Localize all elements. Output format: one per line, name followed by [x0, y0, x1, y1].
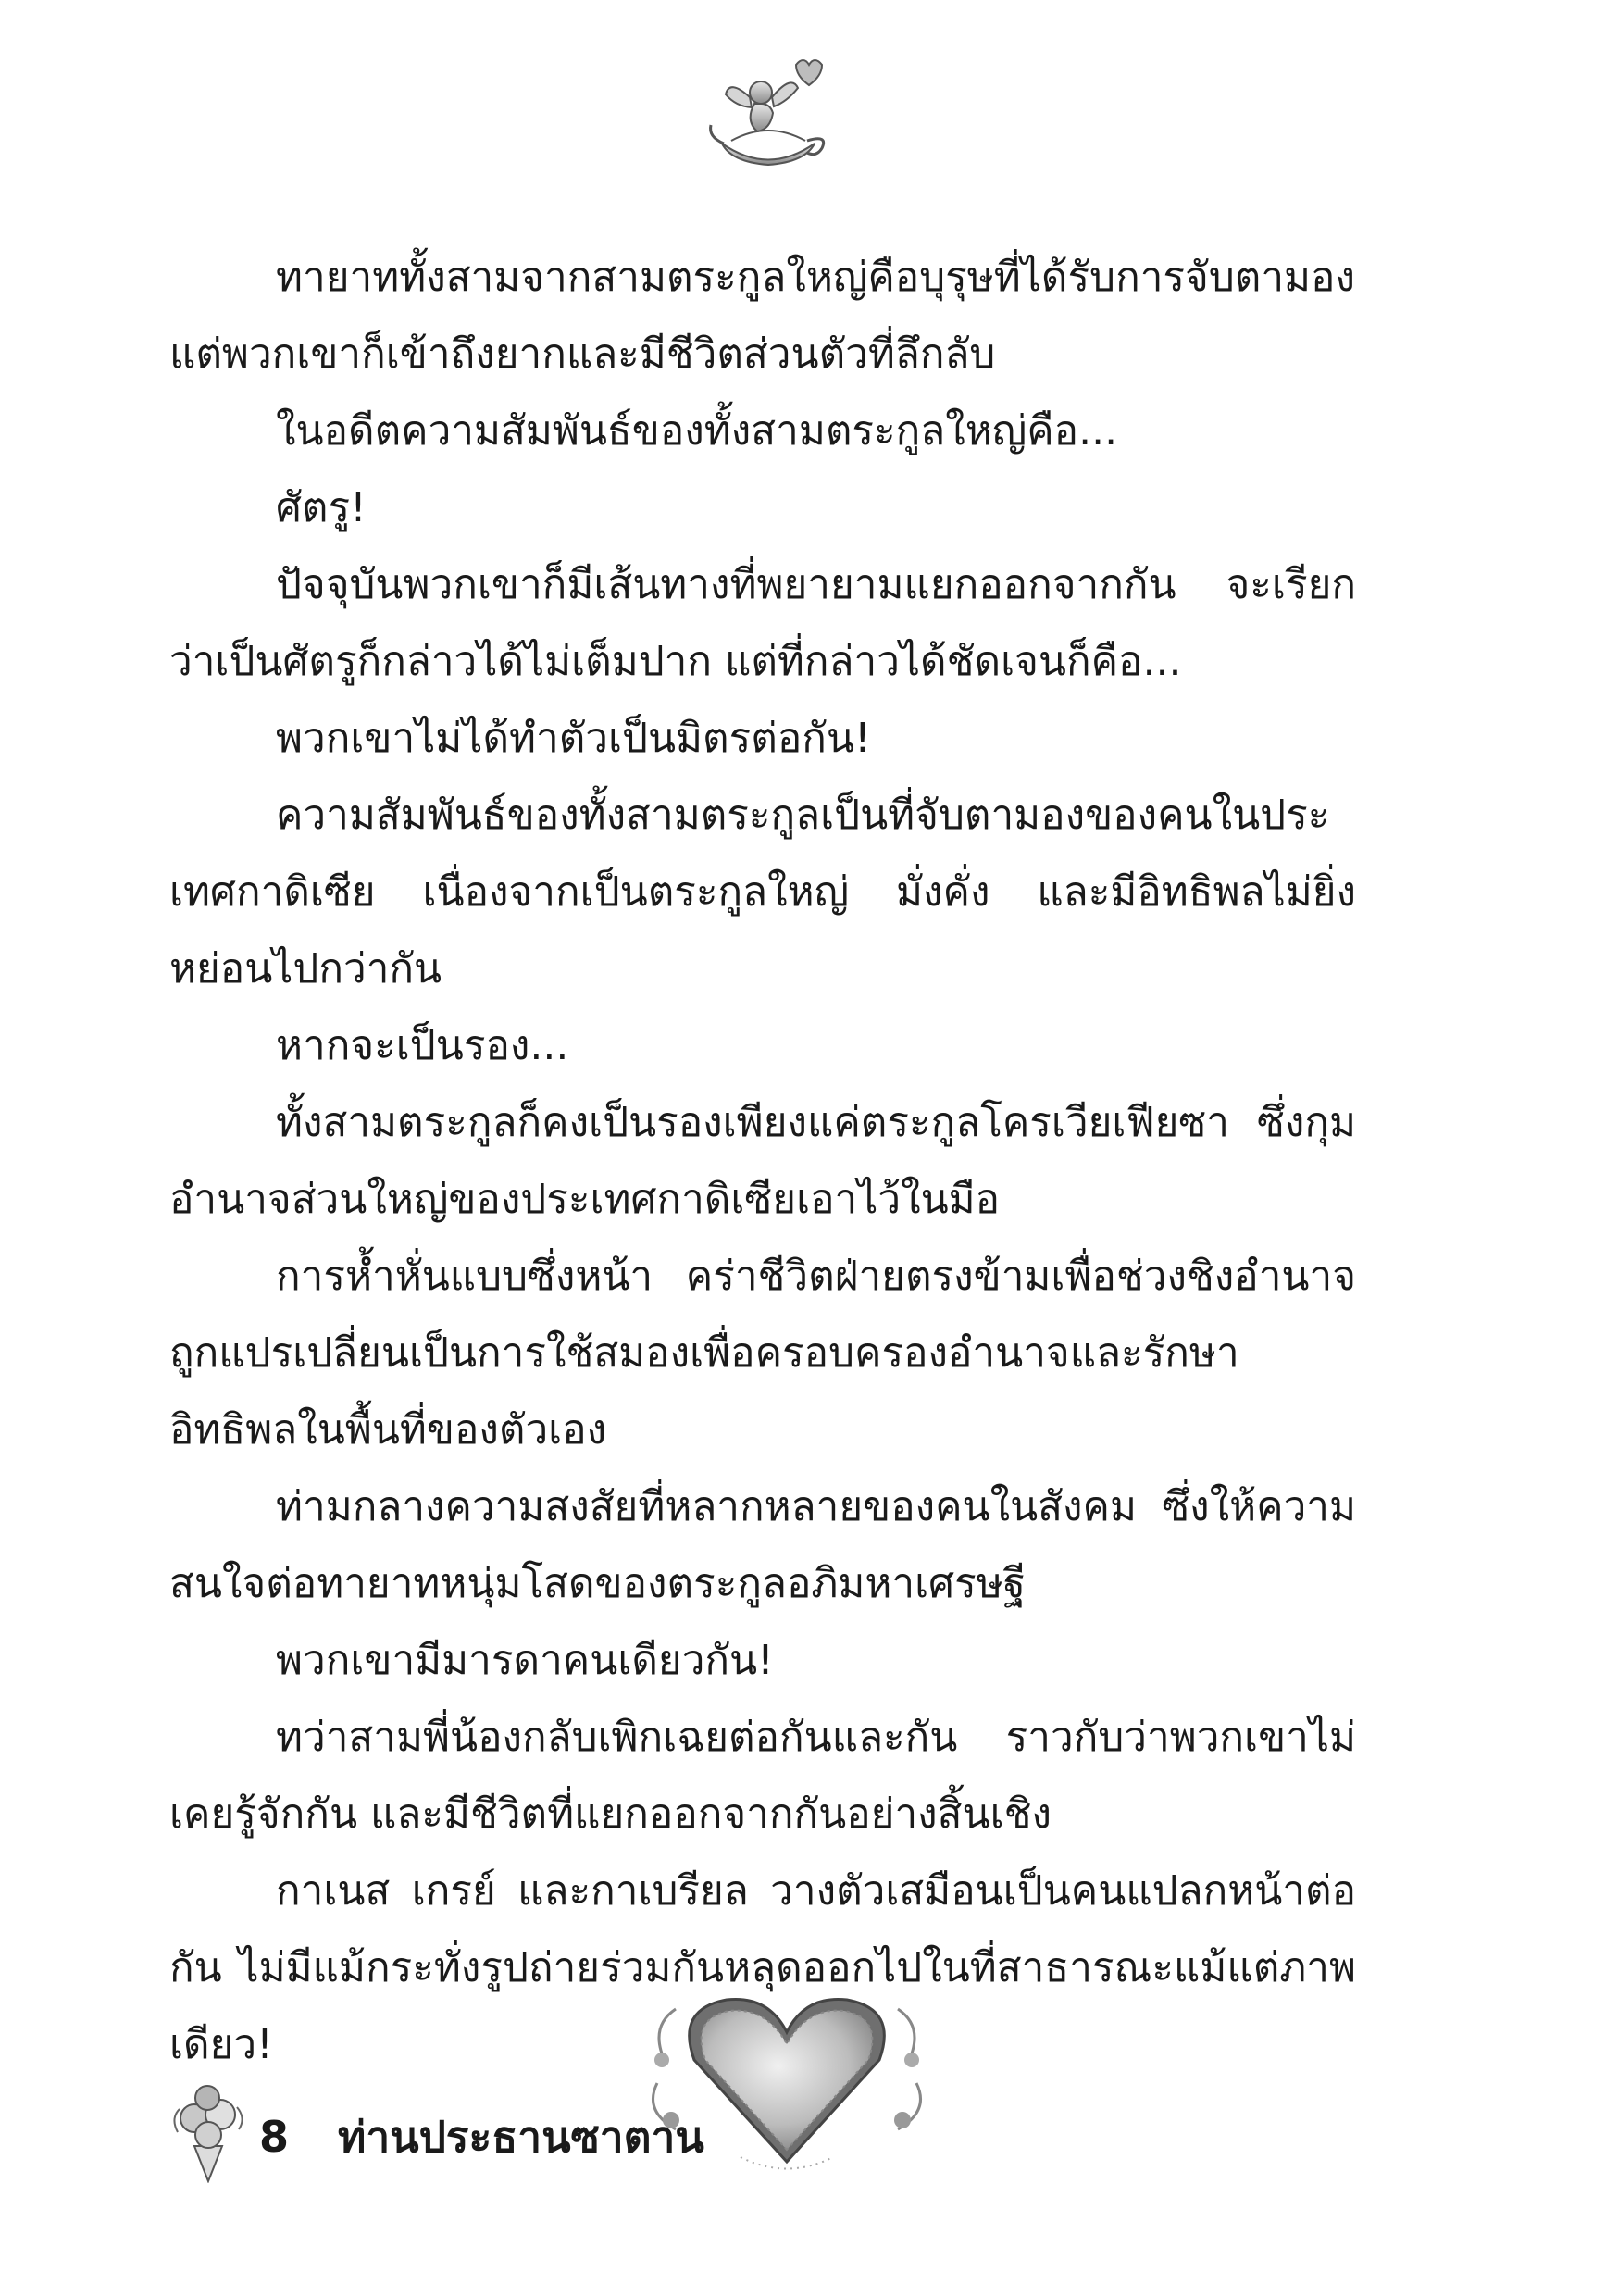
paragraph: กาเนส เกรย์ และกาเบรียล วางตัวเสมือนเป็นคนแปลกหน้าต่อกัน ไม่มีแม้กระทั่งรูปถ่ายร่วมกันหลุดออกไปในที่สาธารณะแม้แต่ภาพเดียว! — [169, 1867, 1356, 2068]
page-footer — [167, 2081, 1092, 2192]
paragraph: พวกเขาไม่ได้ทำตัวเป็นมิตรต่อกัน! — [276, 715, 871, 762]
paragraph: ทว่าสามพี่น้องกลับเพิกเฉยต่อกันและกัน ราวกับว่าพวกเขาไม่เคยรู้จักกัน และมีชีวิตที่แยกออกจากกันอย่างสิ้นเชิง — [169, 1714, 1356, 1838]
paragraph: ทายาททั้งสามจากสามตระกูลใหญ่คือบุรุษที่ได้รับการจับตามอง แต่พวกเขาก็เข้าถึงยากและมีชีวิตส่วนตัวที่ลึกลับ — [169, 254, 1355, 378]
paragraph: ท่ามกลางความสงสัยที่หลากหลายของคนในสังคม ซึ่งให้ความสนใจต่อทายาทหนุ่มโสดของตระกูลอภิมหาเศรษฐี — [169, 1483, 1356, 1607]
paragraph: ในอดีตความสัมพันธ์ของทั้งสามตระกูลใหญ่คือ... — [276, 407, 1118, 455]
flower-bouquet-icon — [167, 2081, 250, 2183]
cupid-teapot-icon — [703, 56, 833, 176]
body-text — [169, 239, 1356, 2083]
paragraph: พวกเขามีมารดาคนเดียวกัน! — [276, 1637, 774, 1684]
paragraph: ความสัมพันธ์ของทั้งสามตระกูลเป็นที่จับตามองของคนในประเทศกาดิเซีย เนื่องจากเป็นตระกูลใหญ่ มั่งคั่ง และมีอิทธิพลไม่ยิ่งหย่อนไปกว่ากัน — [169, 792, 1356, 992]
paragraph: หากจะเป็นรอง... — [276, 1022, 569, 1069]
paragraph: ปัจจุบันพวกเขาก็มีเส้นทางที่พยายามแยกออกจากกัน จะเรียกว่าเป็นศัตรูก็กล่าวได้ไม่เต็มปาก แต่ที่กล่าวได้ชัดเจนก็คือ... — [169, 561, 1356, 685]
book-title: ท่านประธานซาตาน — [338, 2112, 704, 2162]
paragraph: ศัตรู! — [276, 484, 367, 531]
paragraph: การห้ำหั่นแบบซึ่งหน้า คร่าชีวิตฝ่ายตรงข้ามเพื่อช่วงชิงอำนาจถูกแปรเปลี่ยนเป็นการใช้สมองเพื่อครอบครองอำนาจและรักษาอิทธิพลในพื้นที่ของตัวเอง — [169, 1253, 1356, 1454]
page-number: 8 — [259, 2112, 290, 2162]
paragraph: ทั้งสามตระกูลก็คงเป็นรองเพียงแค่ตระกูลโครเวียเฟียซา ซึ่งกุมอำนาจส่วนใหญ่ของประเทศกาดิเซียเอาไว้ในมือ — [169, 1099, 1356, 1223]
